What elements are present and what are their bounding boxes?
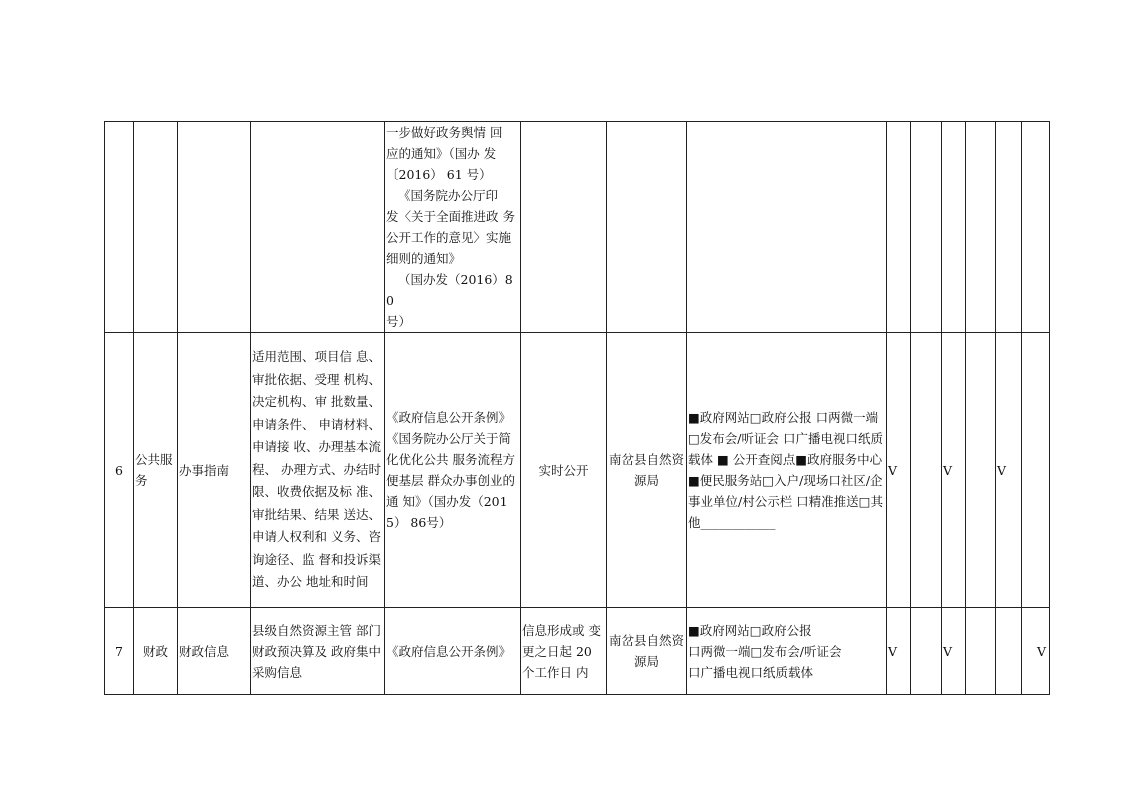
cell-content: 适用范围、项目信 息、审批依据、受理 机构、决定机构、审 批数量、申请条件、 申请材料、申请接 收、办理基本流程、 办理方式、办结时 限、收费依据及标 准、审批结果、结果 送达、申请人权利和 义务、咨询途径、监 督和投诉渠道、办公 地址和时间 [251, 333, 385, 608]
cell-mark [1022, 122, 1050, 333]
cell-channels: ■政府网站□政府公报 口两微一端□发布会/听证会 口广播电视口纸质载体 [687, 608, 887, 695]
cell-mark [966, 122, 996, 333]
cell-mark: V [887, 608, 911, 695]
cell-subject: 南岔县自然资源局 [607, 333, 687, 608]
disclosure-table [104, 121, 1050, 695]
cell-mark: V [887, 333, 911, 608]
cell-mark [966, 608, 996, 695]
cell-mark [996, 122, 1022, 333]
cell-mark: V [942, 333, 966, 608]
cell-mark [966, 333, 996, 608]
cell-mark [1022, 333, 1050, 608]
cell-mark [911, 608, 942, 695]
cell-category: 公共服务 [134, 333, 178, 608]
cell-item [178, 122, 251, 333]
cell-channels [687, 122, 887, 333]
cell-content [251, 122, 385, 333]
cell-item: 办事指南 [178, 333, 251, 608]
cell-channels: ■政府网站□政府公报 口两微一端□发布会/听证会 口广播电视口纸质载体 ■ 公开查阅点■政府服务中心 ■便民服务站□入户/现场口社区/企事业单位/村公示栏 口精准推送□其他____________ [687, 333, 887, 608]
cell-category [134, 122, 178, 333]
cell-no: 6 [105, 333, 134, 608]
cell-mark: V [1022, 608, 1050, 695]
table-row-7 [105, 608, 1050, 695]
cell-content: 县级自然资源主管 部门财政预决算及 政府集中采购信息 [251, 608, 385, 695]
cell-item: 财政信息 [178, 608, 251, 695]
cell-mark: V [942, 608, 966, 695]
cell-mark [887, 122, 911, 333]
cell-no: 7 [105, 608, 134, 695]
cell-subject: 南岔县自然资源局 [607, 608, 687, 695]
cell-subject [607, 122, 687, 333]
table-row-6 [105, 333, 1050, 608]
cell-timing: 实时公开 [521, 333, 607, 608]
cell-basis: 一步做好政务舆情 回 应的通知》（国办 发 〔2016） 61 号） 《国务院办公厅印 发〈关于全面推进政 务 公开工作的意见〉实施 细则的通知》 （国办发（2016）80 号） [385, 122, 521, 333]
cell-mark: V [996, 333, 1022, 608]
cell-mark [996, 608, 1022, 695]
cell-mark [942, 122, 966, 333]
cell-mark [911, 122, 942, 333]
table-row-continuation [105, 122, 1050, 333]
cell-mark [911, 333, 942, 608]
cell-no [105, 122, 134, 333]
cell-category: 财政 [134, 608, 178, 695]
cell-timing [521, 122, 607, 333]
cell-timing: 信息形成或 变更之日起 20 个工作日 内 [521, 608, 607, 695]
cell-basis: 《政府信息公开条例》 [385, 608, 521, 695]
cell-basis: 《政府信息公开条例》《国务院办公厅关于简化优化公共 服务流程方便基层 群众办事创业的通 知》（国办发（2015） 86号） [385, 333, 521, 608]
